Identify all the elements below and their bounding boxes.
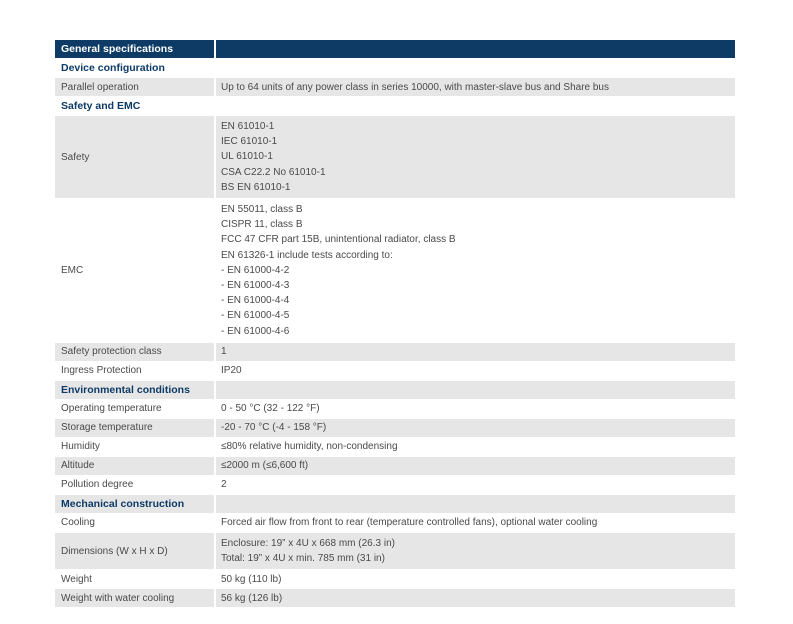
row-value: - EN 61000-4-3: [221, 280, 290, 292]
row-pollution-degree: [55, 476, 735, 495]
row-value: 56 kg (126 lb): [216, 589, 735, 607]
row-cooling: [55, 514, 735, 533]
row-value: UL 61010-1: [221, 151, 273, 163]
row-label: Pollution degree: [55, 476, 216, 494]
row-operating-temperature: [55, 400, 735, 419]
row-value: IP20: [216, 362, 735, 380]
row-value: CISPR 11, class B: [221, 219, 303, 231]
row-value-list: [216, 116, 735, 198]
row-value-list: [216, 533, 735, 569]
row-value: - EN 61000-4-4: [221, 295, 290, 307]
row-value: - EN 61000-4-6: [221, 325, 290, 337]
row-value: ≤2000 m (≤6,600 ft): [216, 457, 735, 475]
row-value: CSA C22.2 No 61010-1: [221, 166, 326, 178]
row-value: EN 61010-1: [221, 121, 275, 132]
section-safety-emc: [55, 97, 735, 116]
table-title: General specifications: [55, 40, 216, 58]
row-value: 50 kg (110 lb): [216, 570, 735, 588]
row-value: Forced air flow from front to rear (temperature controlled fans), optional water cooling: [216, 514, 735, 532]
row-value: EN 55011, class B: [221, 204, 303, 216]
row-value: FCC 47 CFR part 15B, unintentional radiator, class B: [221, 234, 456, 246]
spec-table: [55, 40, 735, 608]
row-label: Operating temperature: [55, 400, 216, 418]
row-label: Safety protection class: [55, 343, 216, 361]
row-weight-water-cooling: [55, 589, 735, 608]
row-value: IEC 61010-1: [221, 136, 278, 148]
row-dimensions: [55, 533, 735, 570]
section-environmental-conditions: [55, 381, 735, 400]
row-parallel-operation: [55, 78, 735, 97]
row-value: 1: [216, 343, 735, 361]
section-heading: Mechanical construction: [55, 495, 216, 513]
row-value: Up to 64 units of any power class in series 10000, with master-slave bus and Share bus: [216, 78, 735, 96]
row-label: Weight: [55, 570, 216, 588]
section-device-configuration: [55, 59, 735, 78]
section-heading: Safety and EMC: [55, 97, 216, 115]
row-emc: [55, 199, 735, 343]
row-label: Ingress Protection: [55, 362, 216, 380]
row-value: BS EN 61010-1: [221, 181, 291, 193]
row-weight: [55, 570, 735, 589]
row-value: - EN 61000-4-2: [221, 264, 290, 276]
row-label: Parallel operation: [55, 78, 216, 96]
row-value-list: [216, 199, 735, 342]
row-value: Total: 19” x 4U x min. 785 mm (31 in): [221, 553, 385, 565]
row-ingress-protection: [55, 362, 735, 381]
row-label: Dimensions (W x H x D): [55, 533, 216, 569]
section-heading: Device configuration: [55, 59, 216, 77]
row-value: -20 - 70 °C (-4 - 158 °F): [216, 419, 735, 437]
row-value: 2: [216, 476, 735, 494]
table-header-blank: [216, 40, 735, 58]
row-value: - EN 61000-4-5: [221, 310, 290, 322]
row-label: Weight with water cooling: [55, 589, 216, 607]
row-value: EN 61326-1 include tests according to:: [221, 249, 393, 261]
row-safety-protection-class: [55, 343, 735, 362]
row-label: EMC: [55, 199, 216, 342]
row-humidity: [55, 438, 735, 457]
row-altitude: [55, 457, 735, 476]
row-value: ≤80% relative humidity, non-condensing: [216, 438, 735, 456]
table-header: [55, 40, 735, 59]
row-storage-temperature: [55, 419, 735, 438]
row-label: Storage temperature: [55, 419, 216, 437]
row-label: Cooling: [55, 514, 216, 532]
row-value: 0 - 50 °C (32 - 122 °F): [216, 400, 735, 418]
row-label: Humidity: [55, 438, 216, 456]
row-label: Safety: [55, 116, 216, 198]
row-label: Altitude: [55, 457, 216, 475]
row-safety: [55, 116, 735, 199]
section-heading: Environmental conditions: [55, 381, 216, 399]
section-mechanical-construction: [55, 495, 735, 514]
row-value: Enclosure: 19” x 4U x 668 mm (26.3 in): [221, 537, 395, 549]
